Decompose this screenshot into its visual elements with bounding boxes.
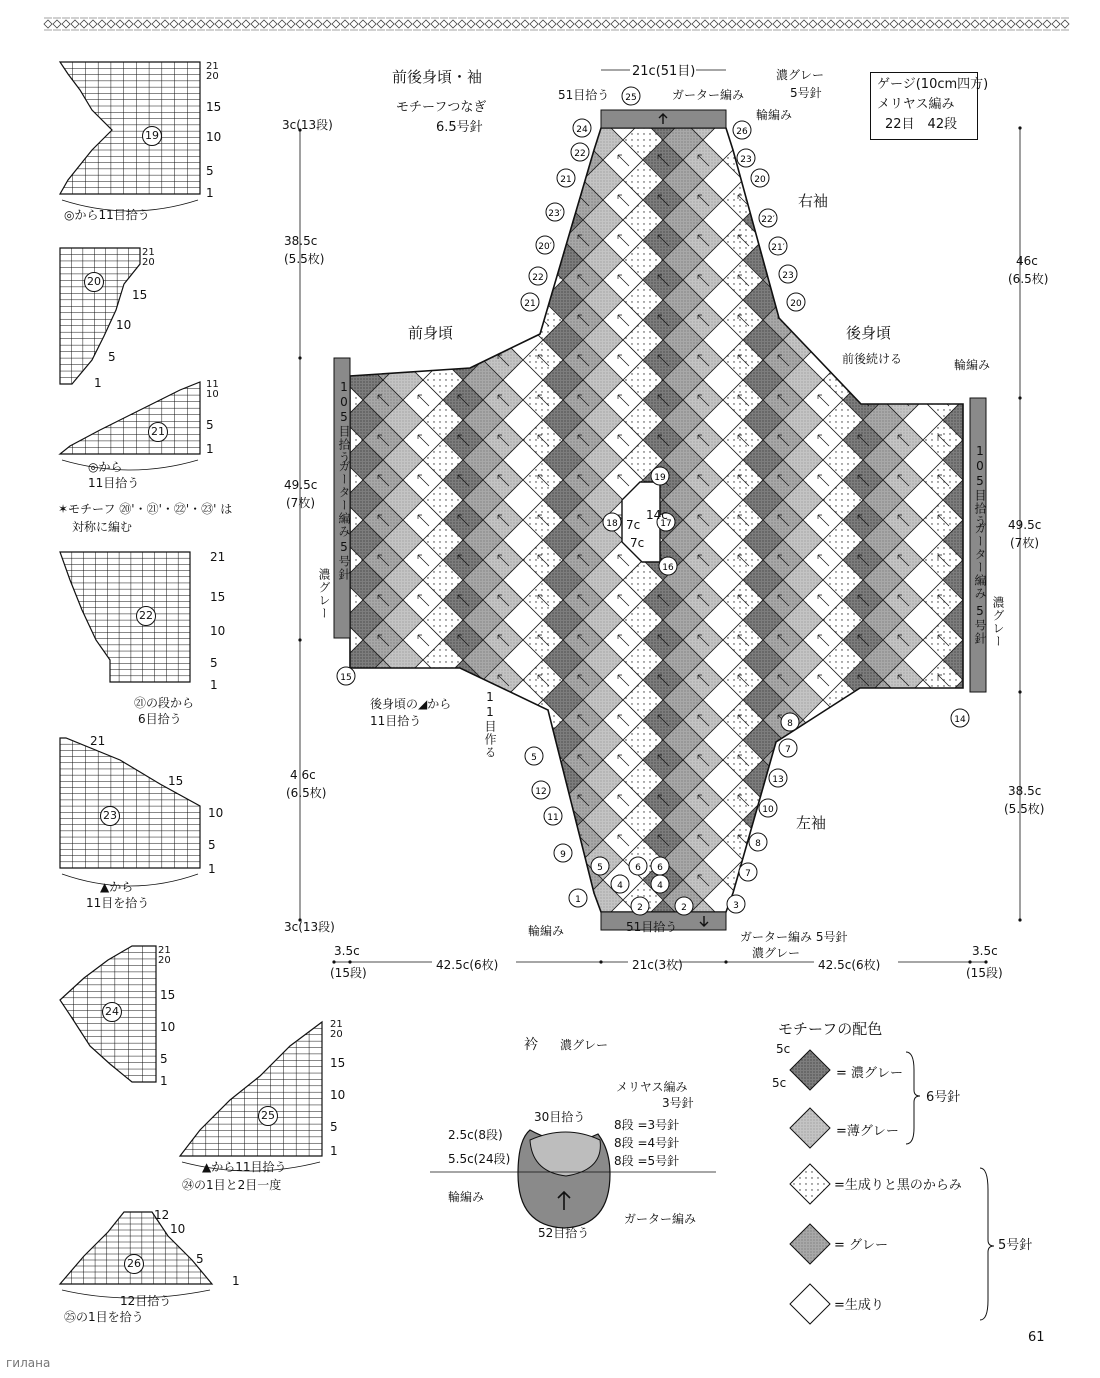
svg-text:18: 18: [606, 519, 618, 529]
bottom-left-width: 42.5c(6枚): [436, 958, 499, 972]
bottom-mid-width: 21c(3枚): [632, 958, 683, 972]
left-body-count: (7枚): [286, 496, 315, 510]
m20-number: 20: [84, 272, 104, 292]
m23-r21: 21: [90, 734, 106, 748]
collar-round: 輪編み: [448, 1190, 485, 1204]
m25-r10: 10: [330, 1088, 346, 1102]
top-garter-label: ガーター編み: [672, 88, 745, 102]
page-number: 61: [1028, 1330, 1045, 1345]
m21-note2: 11目拾う: [88, 476, 140, 490]
svg-text:5: 5: [531, 753, 537, 763]
m20-r1: 1: [94, 376, 102, 390]
left-lower-dim: 4 6c: [290, 768, 316, 782]
m22-r1: 1: [210, 678, 218, 692]
m25-rows-top: 21 20: [330, 1019, 343, 1040]
front-band-garter: ガーター編み: [337, 460, 351, 538]
svg-text:26: 26: [736, 127, 748, 137]
legend-item-gray: = グレー: [834, 1238, 889, 1253]
legend-needle-6: 6号針: [926, 1090, 961, 1105]
right-sleeve-label: 右袖: [798, 192, 829, 210]
m21-number: 21: [148, 422, 168, 442]
svg-text:2: 2: [681, 903, 687, 913]
svg-text:16: 16: [662, 563, 674, 573]
svg-text:9: 9: [560, 850, 566, 860]
make-11: 11目作る: [483, 690, 497, 759]
m21-r1: 1: [206, 442, 214, 456]
right-body-dim: 49.5c: [1008, 518, 1042, 532]
m26-note1: 12目拾う: [120, 1294, 172, 1308]
m26-r12: 12: [154, 1208, 170, 1222]
front-band-needle: 5号針: [337, 540, 351, 581]
bottom-left-edge-rows: (15段): [330, 966, 367, 980]
right-upper-count: (6.5枚): [1008, 272, 1049, 286]
m20-r15: 15: [132, 288, 148, 302]
svg-text:7: 7: [785, 745, 791, 755]
m23-note2: 11目を拾う: [86, 896, 150, 910]
left-sleeve-dim: 38.5c: [284, 234, 318, 248]
left-body-dim: 49.5c: [284, 478, 318, 492]
m25-note2: ㉔の1目と2目一度: [182, 1178, 282, 1192]
gauge-box: [870, 72, 989, 140]
bottom-left-edge: 3.5c: [334, 944, 360, 958]
gauge-title: ゲージ(10cm四方): [877, 77, 989, 92]
m23-number: 23: [100, 806, 120, 826]
symmetric-note-2: 対称に編む: [72, 520, 133, 534]
svg-text:13: 13: [772, 775, 784, 785]
left-lower-count: (6.5枚): [286, 786, 327, 800]
right-lower-dim: 38.5c: [1008, 784, 1042, 798]
svg-text:17: 17: [660, 519, 672, 529]
m21-rows-top: 11 10: [206, 379, 219, 400]
collar-rows-1: 8段 =3号針: [614, 1118, 680, 1132]
left-top-dim: 3c(13段): [282, 118, 333, 132]
m26-r5: 5: [196, 1252, 204, 1266]
svg-text:20: 20: [754, 175, 766, 185]
m24-r1: 1: [160, 1074, 168, 1088]
back-band-needle: 5号針: [973, 604, 987, 645]
pickup-11: 11目拾う: [370, 714, 422, 728]
diagram-title: 前後身頃・袖: [392, 68, 483, 86]
legend-size-1: 5c: [776, 1042, 791, 1056]
back-band-color: 濃グレー: [991, 596, 1005, 648]
m19-r1: 1: [206, 186, 214, 200]
m21-note1: ◎から: [88, 460, 123, 474]
legend-needle-5: 5号針: [998, 1238, 1033, 1253]
legend-title: モチーフの配色: [778, 1020, 883, 1038]
m26-r1: 1: [232, 1274, 240, 1288]
svg-text:22′: 22′: [761, 215, 775, 225]
legend-size-2: 5c: [772, 1076, 787, 1090]
legend-item-mix: =生成りと黒のからみ: [834, 1178, 962, 1193]
m25-note1: ▲から11目拾う: [202, 1160, 287, 1174]
svg-text:11: 11: [547, 813, 559, 823]
collar-pickup30: 30目拾う: [534, 1110, 586, 1124]
m26-number: 26: [124, 1254, 144, 1274]
svg-text:5: 5: [597, 863, 603, 873]
center-width: 7c: [626, 518, 641, 532]
m19-r10: 10: [206, 130, 222, 144]
legend-item-light-gray: =薄グレー: [836, 1124, 899, 1139]
right-lower-count: (5.5枚): [1004, 802, 1045, 816]
collar-needle: 3号針: [662, 1096, 694, 1110]
svg-text:10: 10: [762, 805, 774, 815]
collar-rows-2: 8段 =4号針: [614, 1136, 680, 1150]
garter-bottom: ガーター編み 5号針: [740, 930, 848, 944]
m24-rows-top: 21 20: [158, 945, 171, 966]
m21-r5: 5: [206, 418, 214, 432]
m22-note1: ㉑の段から: [134, 696, 195, 710]
back-body-label: 後身頃: [846, 324, 892, 342]
svg-text:4: 4: [617, 881, 623, 891]
m19-r5: 5: [206, 164, 214, 178]
m22-note2: 6目拾う: [138, 712, 182, 726]
collar-garter: ガーター編み: [624, 1212, 697, 1226]
m22-number: 22: [136, 606, 156, 626]
svg-text:23: 23: [740, 155, 752, 165]
collar-rows-3: 8段 =5号針: [614, 1154, 680, 1168]
svg-text:8: 8: [755, 839, 761, 849]
gray-bottom: 濃グレー: [752, 946, 801, 960]
collar-height-1: 2.5c(8段): [448, 1128, 503, 1142]
m22-r5: 5: [210, 656, 218, 670]
round-right-label: 輪編み: [954, 358, 991, 372]
m26-r10: 10: [170, 1222, 186, 1236]
svg-text:1: 1: [575, 895, 581, 905]
gauge-stitch: メリヤス編み: [877, 97, 955, 112]
front-band-color: 濃グレー: [317, 568, 331, 620]
m19-rows-top: 21 20: [206, 61, 219, 82]
collar-stitch: メリヤス編み: [616, 1080, 688, 1094]
center-width2: 7c: [630, 536, 645, 550]
svg-text:6: 6: [657, 863, 663, 873]
bottom-right-edge: 3.5c: [972, 944, 998, 958]
m23-r1: 1: [208, 862, 216, 876]
svg-text:20: 20: [790, 299, 802, 309]
svg-text:12: 12: [535, 787, 547, 797]
front-band-pickup: 105目拾う: [337, 380, 351, 464]
left-sleeve-count: (5.5枚): [284, 252, 325, 266]
m25-r5: 5: [330, 1120, 338, 1134]
m20-r5: 5: [108, 350, 116, 364]
m24-number: 24: [102, 1002, 122, 1022]
collar-color: 濃グレー: [560, 1038, 609, 1052]
m24-r15: 15: [160, 988, 176, 1002]
collar-height-2: 5.5c(24段): [448, 1152, 511, 1166]
center-height: 14c: [646, 508, 668, 522]
right-body-count: (7枚): [1010, 536, 1039, 550]
m23-r5: 5: [208, 838, 216, 852]
svg-text:2: 2: [637, 903, 643, 913]
m24-r10: 10: [160, 1020, 176, 1034]
collar-pickup52: 52目拾う: [538, 1226, 590, 1240]
legend-item-dark-gray: = 濃グレー: [836, 1066, 904, 1081]
gauge-values: 22目 42段: [885, 117, 958, 132]
top-width-label: 21c(51目): [632, 64, 696, 79]
diagram-needle: 6.5号針: [436, 120, 483, 135]
left-bottom-dim: 3c(13段): [284, 920, 335, 934]
pickup51-bottom: 51目拾う: [626, 920, 678, 934]
svg-text:24: 24: [576, 125, 588, 135]
m22-r15: 15: [210, 590, 226, 604]
svg-text:21′: 21′: [771, 243, 785, 253]
svg-text:21: 21: [524, 299, 536, 309]
svg-text:15: 15: [340, 673, 352, 683]
top-round-label: 輪編み: [756, 108, 793, 122]
svg-text:21: 21: [560, 175, 572, 185]
m25-number: 25: [258, 1106, 278, 1126]
m19-note: ◎から11目拾う: [64, 208, 150, 222]
bottom-right-width: 42.5c(6枚): [818, 958, 881, 972]
m20-r10: 10: [116, 318, 132, 332]
symmetric-note-1: ✶モチーフ ⑳'・㉑'・㉒'・㉓' は: [58, 502, 233, 516]
svg-text:8: 8: [787, 719, 793, 729]
collar-title: 衿: [524, 1037, 538, 1053]
svg-text:4: 4: [657, 881, 663, 891]
m22-r21: 21: [210, 550, 226, 564]
pickup-from-back: 後身頃の◢から: [370, 697, 452, 711]
svg-text:7: 7: [745, 869, 751, 879]
top-color-label: 濃グレー: [776, 68, 825, 82]
svg-text:19: 19: [654, 473, 666, 483]
round-bottom-label: 輪編み: [528, 924, 565, 938]
m23-r15: 15: [168, 774, 184, 788]
m19-number: 19: [142, 126, 162, 146]
svg-text:23: 23: [782, 271, 794, 281]
m24-r5: 5: [160, 1052, 168, 1066]
left-sleeve-label: 左袖: [796, 814, 827, 832]
m25-r15: 15: [330, 1056, 346, 1070]
m26-note2: ㉕の1目を拾う: [64, 1310, 144, 1324]
bottom-right-edge-rows: (15段): [966, 966, 1003, 980]
svg-text:20′: 20′: [538, 242, 552, 252]
legend-item-natural: =生成り: [834, 1298, 884, 1313]
svg-text:22: 22: [532, 273, 544, 283]
front-body-label: 前身頃: [408, 324, 454, 342]
m23-note1: ▲から: [100, 880, 134, 894]
m19-r15: 15: [206, 100, 222, 114]
svg-text:23′: 23′: [548, 209, 562, 219]
diagram-subtitle: モチーフつなぎ: [396, 100, 487, 115]
m25-r1: 1: [330, 1144, 338, 1158]
m22-r10: 10: [210, 624, 226, 638]
top-needle-label: 5号針: [790, 86, 822, 100]
watermark: гилана: [6, 1356, 51, 1370]
svg-text:6: 6: [635, 863, 641, 873]
svg-text:3: 3: [733, 901, 739, 911]
m23-r10: 10: [208, 806, 224, 820]
back-band-garter: ガーター編み: [973, 522, 987, 600]
svg-text:22: 22: [574, 149, 586, 159]
right-upper-dim: 46c: [1016, 254, 1038, 268]
svg-text:25: 25: [625, 93, 637, 103]
m20-rows-top: 21 20: [142, 247, 155, 268]
svg-text:14: 14: [954, 715, 966, 725]
back-band-pickup: 105目拾う: [973, 444, 987, 528]
top-pickup-label: 51目拾う: [558, 88, 610, 102]
continue-label: 前後続ける: [842, 352, 903, 366]
